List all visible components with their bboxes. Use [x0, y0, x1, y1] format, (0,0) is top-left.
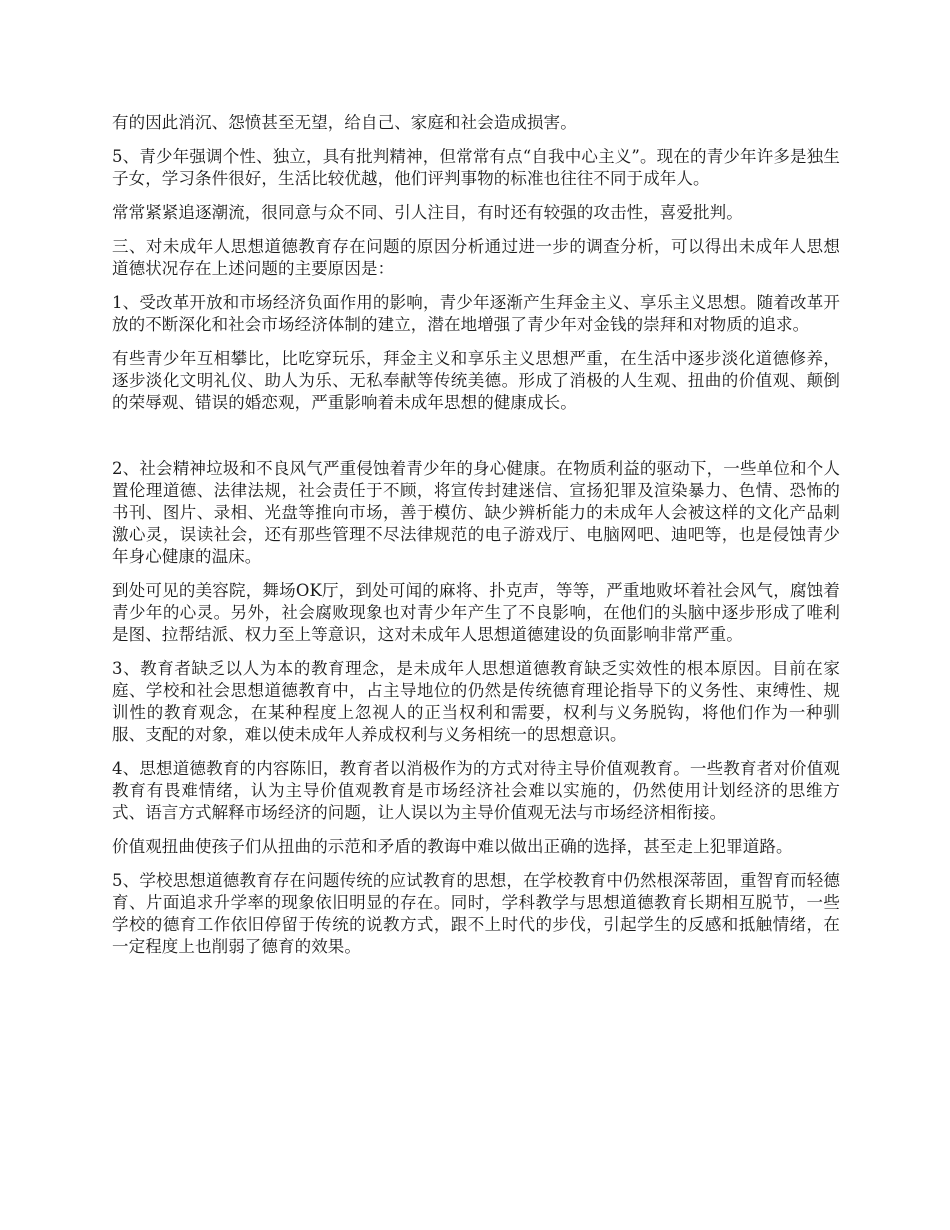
paragraph: 常常紧紧追逐潮流，很同意与众不同、引人注目，有时还有较强的攻击性，喜爱批判。	[112, 203, 743, 222]
paragraph: 1、受改革开放和市场经济负面作用的影响，青少年逐渐产生拜金主义、享乐主义思想。随着改革开放的不断深化和社会市场经济体制的建立，潜在地增强了青少年对金钱的崇拜和对物质的追求。	[112, 293, 840, 334]
paragraph: 三、对未成年人思想道德教育存在问题的原因分析通过进一步的调查分析，可以得出未成年人思想道德状况存在上述问题的主要原因是：	[112, 237, 840, 278]
paragraph: 3、教育者缺乏以人为本的教育理念，是未成年人思想道德教育缺乏实效性的根本原因。目前在家庭、学校和社会思想道德教育中，占主导地位的仍然是传统德育理论指导下的义务性、束缚性、规训性的教育观念，在某种程度上忽视人的正当权利和需要，权利与义务脱钩，将他们作为一种驯服、支配的对象，难以使未成年人养成权利与义务相统一的思想意识。	[112, 659, 840, 744]
paragraph: 到处可见的美容院，舞场OK厅，到处可闻的麻将、扑克声，等等，严重地败坏着社会风气，腐蚀着青少年的心灵。另外，社会腐败现象也对青少年产生了不良影响，在他们的头脑中逐步形成了唯利是图、拉帮结派、权力至上等意识，这对未成年人思想道德建设的负面影响非常严重。	[112, 581, 840, 644]
paragraph: 2、社会精神垃圾和不良风气严重侵蚀着青少年的身心健康。在物质利益的驱动下，一些单位和个人置伦理道德、法律法规，社会责任于不顾，将宣传封建迷信、宣扬犯罪及渲染暴力、色情、恐怖的书刊、图片、录相、光盘等推向市场，善于模仿、缺少辨析能力的未成年人会被这样的文化产品刺激心灵，误读社会，还有那些管理不尽法律规范的电子游戏厅、电脑网吧、迪吧等，也是侵蚀青少年身心健康的温床。	[112, 459, 840, 566]
paragraph: 价值观扭曲使孩子们从扭曲的示范和矛盾的教诲中难以做出正确的选择，甚至走上犯罪道路。	[112, 837, 793, 856]
paragraph: 5、青少年强调个性、独立，具有批判精神，但常常有点“自我中心主义”。现在的青少年许多是独生子女，学习条件很好，生活比较优越，他们评判事物的标准也往往不同于成年人。	[112, 147, 840, 188]
section-gap	[112, 426, 840, 458]
paragraph: 5、学校思想道德教育存在问题传统的应试教育的思想，在学校教育中仍然根深蒂固，重智育而轻德育、片面追求升学率的现象依旧明显的存在。同时，学科教学与思想道德教育长期相互脱节，一些学校的德育工作依旧停留于传统的说教方式，跟不上时代的步伐，引起学生的反感和抵触情绪，在一定程度上也削弱了德育的效果。	[112, 871, 840, 956]
paragraph: 有些青少年互相攀比，比吃穿玩乐，拜金主义和享乐主义思想严重，在生活中逐步淡化道德修养，逐步淡化文明礼仪、助人为乐、无私奉献等传统美德。形成了消极的人生观、扭曲的价值观、颠倒的荣辱观、错误的婚恋观，严重影响着未成年思想的健康成长。	[112, 349, 840, 412]
paragraph: 有的因此消沉、怨愤甚至无望，给自己、家庭和社会造成损害。	[112, 113, 577, 132]
paragraph: 4、思想道德教育的内容陈旧，教育者以消极作为的方式对待主导价值观教育。一些教育者对价值观教育有畏难情绪，认为主导价值观教育是市场经济社会难以实施的，仍然使用计划经济的思维方式、语言方式解释市场经济的问题，让人误以为主导价值观无法与市场经济相衔接。	[112, 759, 840, 822]
